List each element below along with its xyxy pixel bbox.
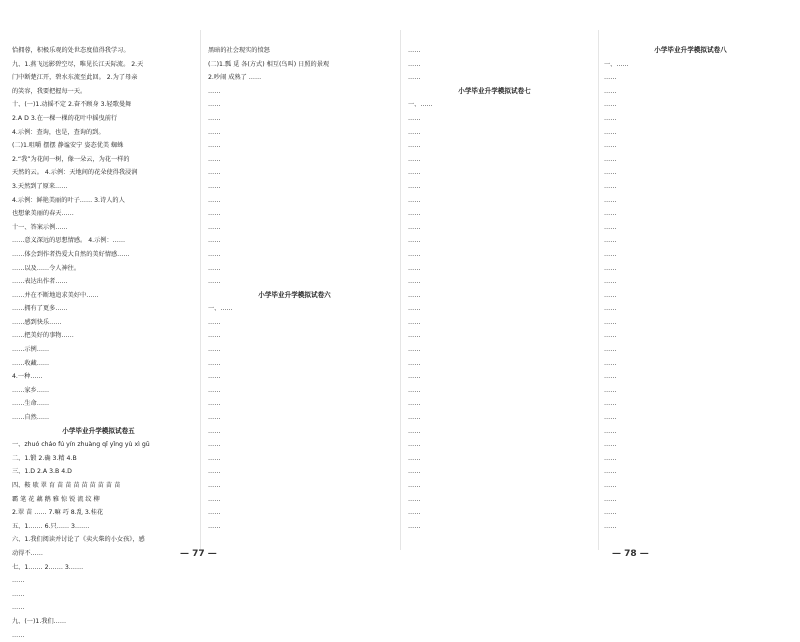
answer-line: ……生命……: [12, 400, 50, 408]
answer-line: 十一、答案示例……: [12, 223, 68, 231]
answer-column-1: [12, 44, 185, 639]
answer-line: ……: [408, 142, 421, 150]
answer-line: ……: [604, 400, 617, 408]
answer-line: 三、1.D 2.A 3.B 4.D: [12, 468, 72, 476]
answer-line: ……: [604, 291, 617, 299]
answer-line: ……: [604, 495, 617, 503]
answer-line: ……: [208, 155, 221, 163]
answer-line: ……: [408, 264, 421, 272]
answer-line: ……: [408, 454, 421, 462]
answer-line: ……并在不断地追求美好中……: [12, 291, 99, 299]
answer-line: ……: [408, 441, 421, 449]
answer-line: 也想象美丽的春天……: [12, 210, 74, 218]
answer-line: ……: [208, 87, 221, 95]
answer-line: ……: [408, 155, 421, 163]
answer-line: ……自然……: [12, 414, 50, 422]
answer-line: ……: [12, 604, 25, 612]
answer-line: 五、1.…… 6.只…… 3.……: [12, 522, 90, 530]
answer-line: ……: [604, 237, 617, 245]
answer-line: ……: [408, 427, 421, 435]
answer-line: ……: [208, 346, 221, 354]
answer-line: ……: [208, 223, 221, 231]
answer-line: ……: [604, 318, 617, 326]
answer-line: ……: [208, 427, 221, 435]
answer-line: ……: [604, 250, 617, 258]
answer-line: ……: [208, 250, 221, 258]
answer-line: ……: [604, 332, 617, 340]
answer-line: ……: [604, 182, 617, 190]
answer-line: ……: [604, 414, 617, 422]
answer-line: ……: [408, 169, 421, 177]
answer-line: ……: [408, 332, 421, 340]
answer-line: ……: [604, 74, 617, 82]
answer-line: ……: [208, 142, 221, 150]
answer-line: ……: [604, 441, 617, 449]
answer-line: 黑暗的社会现实的愤怒: [208, 47, 270, 54]
answer-line: ……: [408, 237, 421, 245]
answer-line: 2.翠 苗 …… 7.嘛 巧 8.乱 3.桂花: [12, 509, 104, 517]
answer-line: ……: [12, 631, 25, 639]
answer-line: 的笑容，我要把握每一天。: [12, 87, 87, 95]
answer-line: ……: [208, 414, 221, 422]
answer-line: ……: [208, 441, 221, 449]
answer-line: ……: [208, 318, 221, 326]
answer-line: ……: [208, 264, 221, 272]
answer-line: ……: [408, 114, 421, 122]
column-divider: [200, 30, 201, 550]
answer-line: 恰拥蓉，积极乐观的处世态度值得我学习。: [12, 47, 130, 54]
answer-line: ……体会到作者热爱大自然的美好情感……: [12, 250, 130, 258]
answer-line: ……: [208, 482, 221, 489]
answer-line: ……: [604, 87, 617, 95]
answer-line: ……: [408, 495, 421, 503]
answer-line: ……: [208, 128, 221, 136]
answer-line: ……家乡……: [12, 386, 50, 394]
answer-line: ……: [604, 169, 617, 177]
answer-line: ……: [208, 237, 221, 245]
answer-line: ……示例……: [12, 346, 50, 354]
answer-line: ……: [12, 590, 25, 598]
column-divider: [598, 30, 599, 550]
answer-line: ……: [408, 47, 421, 54]
answer-line: 四、鞍 歇 翠 育 苗 苗 苗 苗 苗 苗 苗 苗: [12, 482, 121, 489]
answer-line: ……: [208, 454, 221, 462]
answer-line: ……: [408, 250, 421, 258]
answer-line: ……以及……令人神往。: [12, 264, 81, 272]
answer-line: ……: [604, 386, 617, 394]
answer-line: ……: [208, 468, 221, 476]
answer-line: ……: [208, 386, 221, 394]
answer-line: ……: [604, 196, 617, 204]
answer-line: ……: [208, 278, 221, 286]
answer-line: ……: [604, 264, 617, 272]
answer-line: ……: [208, 509, 221, 517]
answer-line: ……: [408, 305, 421, 313]
answer-line: 九、1.燕飞远影碧空尽，唯见长江天际流。 2.天: [12, 60, 144, 68]
answer-line: ……: [12, 577, 25, 585]
answer-line: ……: [604, 305, 617, 313]
answer-column-3: [408, 44, 581, 540]
answer-line: 九、(一)1.我们……: [12, 617, 67, 625]
answer-line: ……: [208, 400, 221, 408]
answer-line: ……: [408, 223, 421, 231]
answer-line: ……: [604, 509, 617, 517]
answer-line: ……: [604, 468, 617, 476]
answer-line: 六、1.我们阅读并讨论了《卖火柴的小女孩》，感: [12, 536, 145, 544]
answer-line: ……: [208, 359, 221, 367]
answer-line: ……: [408, 346, 421, 354]
answer-line: ……: [408, 414, 421, 422]
answer-line: 天然的云。 4.示例：天地间的花朵使得我浸润: [12, 169, 138, 177]
answer-line: ……: [408, 482, 421, 489]
answer-line: ……: [604, 522, 617, 530]
answer-line: ……感到快乐……: [12, 318, 62, 326]
answer-column-2: [208, 44, 381, 540]
answer-line: ……: [604, 346, 617, 354]
section-title: 小学毕业升学模拟试卷八: [654, 46, 727, 54]
answer-line: ……: [208, 101, 221, 109]
answer-line: ……: [208, 114, 221, 122]
page-number-right: — 78 —: [612, 549, 649, 559]
answer-line: ……: [408, 196, 421, 204]
answer-line: ……: [208, 495, 221, 503]
answer-line: 3.天然到了原来……: [12, 182, 68, 190]
answer-line: ……: [408, 468, 421, 476]
section-title: 小学毕业升学模拟试卷五: [62, 426, 135, 435]
answer-line: (二)1.瓢 觅 各(方式) 相互(鸟叫) 日照的景观: [208, 60, 330, 68]
answer-line: ……: [604, 114, 617, 122]
answer-line: 二、1.锻 2.确 3.精 4.B: [12, 454, 77, 462]
answer-line: ……: [208, 182, 221, 190]
answer-line: 一、……: [208, 305, 233, 313]
answer-line: ……: [604, 210, 617, 218]
answer-line: ……: [604, 142, 617, 150]
answer-line: 4.示例：查询，也是，查询的到。: [12, 128, 105, 136]
answer-line: ……意义深远的思想情感。 4.示例：……: [12, 237, 126, 245]
section-title: 小学毕业升学模拟试卷七: [458, 86, 531, 95]
answer-column-4: [604, 44, 777, 540]
answer-line: ……: [408, 291, 421, 299]
answer-line: 4.示例：鲜艳美丽的叶子…… 3.诗人的人: [12, 196, 125, 204]
answer-line: ……: [604, 359, 617, 367]
answer-line: 动得不……: [12, 549, 43, 557]
answer-line: 2.A D 3.在一棵一棵的花叶中摇曳前行: [12, 114, 118, 122]
answer-line: 霸 笔 花 藕 鹅 雅 惊 锐 流 纹 柳: [12, 495, 100, 503]
answer-line: 一、zhuó cháo fú yín zhuàng qǐ yǐng yù xì gū: [12, 441, 150, 449]
answer-line: ……: [208, 373, 221, 381]
page-fold-divider: [400, 30, 401, 550]
answer-line: 七、1.…… 2.…… 3.……: [12, 563, 84, 571]
answer-line: ……: [604, 373, 617, 381]
answer-line: ……: [208, 169, 221, 177]
answer-line: ……: [408, 210, 421, 218]
answer-line: ……: [604, 101, 617, 109]
answer-line: 4.一种……: [12, 373, 43, 381]
answer-line: ……: [604, 482, 617, 489]
answer-line: ……: [604, 155, 617, 163]
answer-line: 一、……: [408, 101, 433, 109]
answer-line: 一、……: [604, 60, 629, 68]
answer-line: ……: [408, 74, 421, 82]
answer-line: ……: [408, 318, 421, 326]
answer-line: ……: [408, 359, 421, 367]
answer-line: ……: [208, 196, 221, 204]
page-number-left: — 77 —: [180, 549, 217, 559]
answer-line: ……: [408, 522, 421, 530]
answer-line: ……: [208, 332, 221, 340]
answer-line: ……: [408, 128, 421, 136]
answer-line: ……: [604, 427, 617, 435]
answer-line: ……: [408, 182, 421, 190]
answer-line: ……: [408, 373, 421, 381]
answer-line: ……: [408, 386, 421, 394]
answer-line: (二)1.咀嚼 摆摆 静谧安宁 姿态优美 蜘蛛: [12, 142, 124, 150]
answer-line: ……: [604, 223, 617, 231]
answer-line: ……表达出作者……: [12, 278, 68, 286]
answer-line: ……拥有了更多……: [12, 305, 68, 313]
answer-line: ……: [408, 60, 421, 68]
answer-line: ……: [408, 509, 421, 517]
answer-line: ……: [604, 454, 617, 462]
answer-line: ……: [208, 210, 221, 218]
answer-line: ……把美好的事物……: [12, 332, 74, 340]
section-title: 小学毕业升学模拟试卷六: [258, 290, 331, 299]
answer-line: ……: [408, 278, 421, 286]
answer-line: 2.“我”为花间一树，像一朵云，为花一样的: [12, 155, 130, 163]
answer-line: ……: [408, 400, 421, 408]
answer-line: 十、(一)1.动摇不定 2.奋不顾身 3.轻歌曼舞: [12, 101, 132, 109]
answer-line: ……: [208, 522, 221, 530]
answer-line: 门中断楚江开，碧水东流至此回。 2.为了母亲: [12, 74, 138, 82]
answer-line: ……: [604, 278, 617, 286]
answer-line: ……: [604, 128, 617, 136]
answer-line: ……收藏……: [12, 359, 50, 367]
answer-line: 2.吵闹 成熟了 ……: [208, 74, 262, 82]
